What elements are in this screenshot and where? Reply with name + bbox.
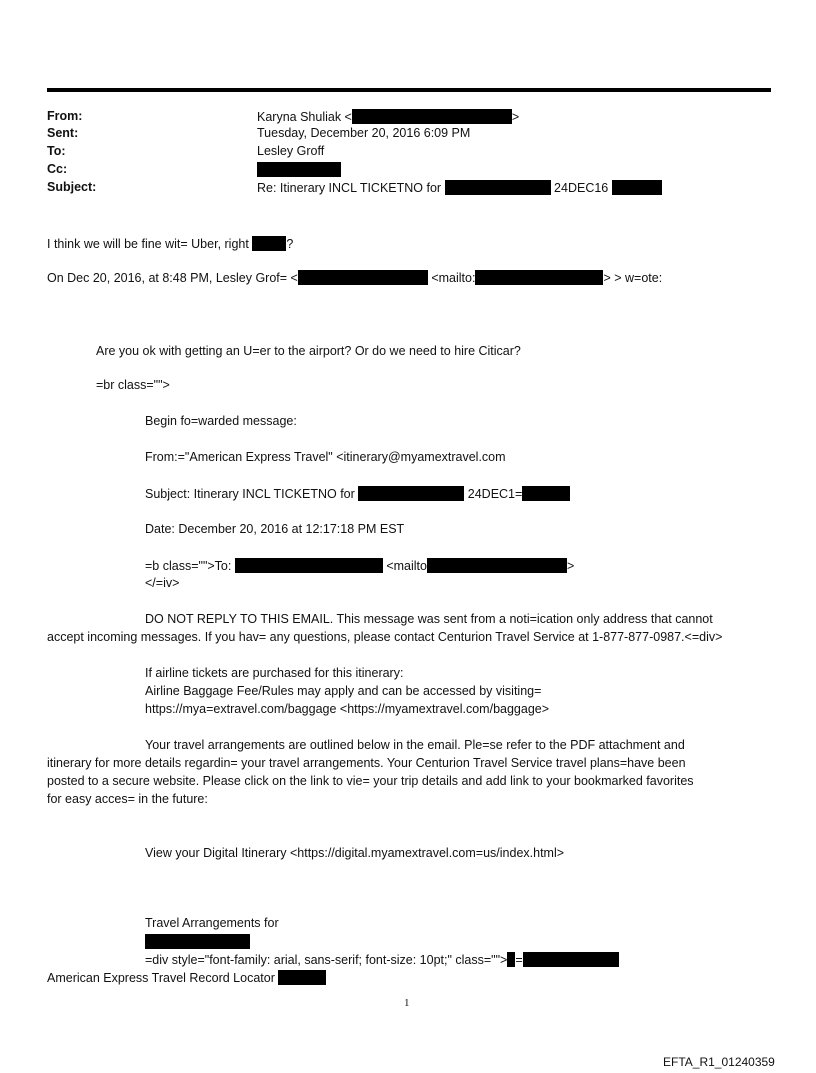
quote-end: > > w=ote: [603,271,663,285]
redaction [475,270,603,285]
record-locator-text: American Express Travel Record Locator [47,971,275,985]
to-value: Lesley Groff [257,144,325,158]
subject-label: Subject: [47,180,97,194]
from-close: > [511,110,520,124]
from-label: From: [47,109,83,123]
redaction [278,970,326,985]
subject-value [257,180,662,196]
do-not-reply-line-2: accept incoming messages. If you hav= any questions, please contact Centurion Travel Service at 1-877-877-0987.<=div> [47,630,723,644]
arrangements-line-3: posted to a secure website. Please click on the link to vie= your trip details and add link to your bookmarked favorites [47,774,694,788]
airline-line-1: If airline tickets are purchased for this itinerary: [145,666,404,680]
forwarded-subject-date: 24DEC1= [467,487,523,501]
forwarded-subject [145,486,570,502]
arrangements-line-1: Your travel arrangements are outlined below in the email. Ple=se refer to the PDF attachment and [145,738,685,752]
redaction [612,180,662,195]
div-style-line [145,952,619,968]
question-line: Are you ok with getting an U=er to the airport? Or do we need to hire Citicar? [96,344,521,358]
redaction [522,486,570,501]
arrangements-line-4: for easy acces= in the future: [47,792,208,806]
record-locator-line [47,970,326,986]
subject-text: Re: Itinerary INCL TICKETNO for [257,181,442,195]
forwarded-from: From:="American Express Travel" <itinerary@myamextravel.com [145,450,506,464]
header-rule [47,88,771,92]
quote-header [47,270,662,286]
reply-text: I think we will be fine wit= Uber, right [47,237,249,251]
from-value [257,109,519,125]
forwarded-date: Date: December 20, 2016 at 12:17:18 PM EST [145,522,405,536]
from-name: Karyna Shuliak < [257,110,352,124]
redaction [235,558,383,573]
redaction [257,162,341,177]
redaction [427,558,567,573]
to-label: To: [47,144,66,158]
redaction [145,934,250,949]
digital-itinerary-line: View your Digital Itinerary <https://digital.myamextravel.com=us/index.html> [145,846,565,860]
div-style-text: =div style="font-family: arial, sans-serif; font-size: 10pt;" class=""> [145,953,508,967]
subject-date: 24DEC16 [554,181,609,195]
arrangements-line-2: itinerary for more details regardin= your travel arrangements. Your Centurion Travel Service travel plans=have been [47,756,686,770]
redaction [352,109,512,124]
document-id: EFTA_R1_01240359 [663,1055,775,1069]
forwarded-to-text: =b class="">To: [145,559,232,573]
airline-line-3: https://mya=extravel.com/baggage <https://myamextravel.com/baggage> [145,702,550,716]
div-close: </=iv> [145,576,180,590]
travel-arrangements-label: Travel Arrangements for [145,916,279,930]
redaction [252,236,286,251]
redaction [298,270,428,285]
cc-value [257,162,341,178]
reply-end: ? [286,237,294,251]
reply-line [47,236,293,252]
cc-label: Cc: [47,162,68,176]
quote-mailto: <mailto: [431,271,476,285]
forwarded-to [145,558,574,574]
forwarded-to-end: > [566,559,575,573]
page-number: 1 [404,997,410,1009]
airline-line-2: Airline Baggage Fee/Rules may apply and can be accessed by visiting= [145,684,542,698]
do-not-reply-line-1: DO NOT REPLY TO THIS EMAIL. This message was sent from a noti=ication only address that cannot [145,612,713,626]
redaction [445,180,551,195]
forwarded-label: Begin fo=warded message: [145,414,297,428]
redaction [523,952,619,967]
redaction [358,486,464,501]
forwarded-to-mailto: <mailto [386,559,427,573]
sent-label: Sent: [47,126,79,140]
sent-value: Tuesday, December 20, 2016 6:09 PM [257,126,471,140]
forwarded-subject-text: Subject: Itinerary INCL TICKETNO for [145,487,355,501]
quote-header-text: On Dec 20, 2016, at 8:48 PM, Lesley Grof= < [47,271,298,285]
div-style-eq: = [515,953,523,967]
br-line: =br class=""> [96,378,170,392]
travel-arrangements-name [145,934,250,950]
